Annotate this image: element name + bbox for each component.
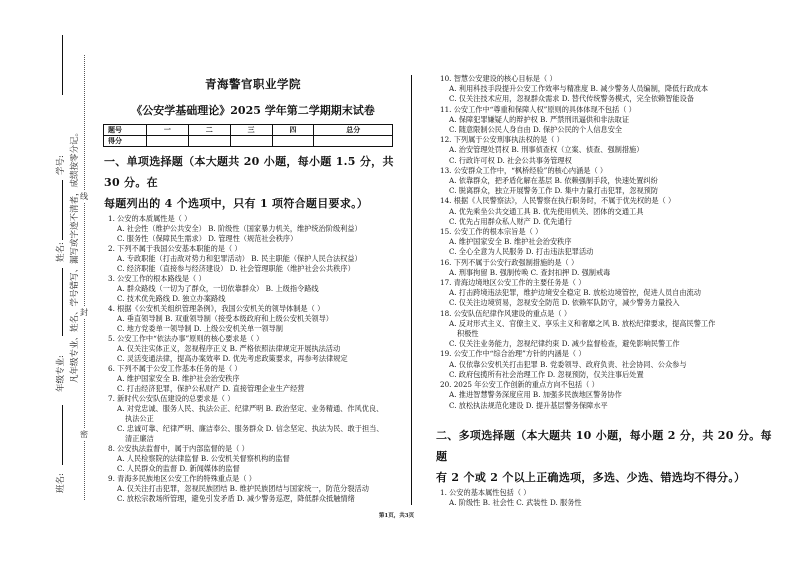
question-item (108, 334, 398, 364)
section2-heading (436, 425, 780, 488)
score-input-cell (147, 136, 189, 147)
question-item (440, 380, 780, 411)
question-options: C. 打击经济犯罪，保护公私财产 D. 直接管理企业生产经营 (117, 384, 305, 393)
score-input-cell (314, 136, 393, 147)
score-table-header-row (104, 125, 393, 136)
question-options: A. 维护国家安全 B. 维护社会治安秩序 (449, 237, 572, 247)
question-item (440, 488, 780, 508)
section2-question-list (440, 488, 780, 508)
question-options: A. 利用科技手段提升公安工作效率与精准度 B. 减少警务人员编制，降低行政成本 (449, 84, 709, 94)
binding-margin (0, 0, 95, 561)
margin-rule (62, 35, 63, 95)
question-stem: 12. 下列属于公安刑事执法权的是（ ） (440, 135, 564, 145)
question-item (440, 166, 780, 197)
question-options: C. 忠诚可靠、纪律严明、廉洁奉公、服务群众 D. 信念坚定、执法为民、敢于担当、 (117, 424, 384, 433)
section2-heading-line1: 二、多项选择题（本大题共 10 小题，每小题 2 分，共 20 分。每题 (436, 428, 772, 463)
question-item (108, 304, 398, 334)
question-item (108, 364, 398, 394)
question-stem: 16. 下列不属于公安行政强制措施的是（ ） (440, 257, 579, 267)
question-stem: 5. 公安工作中“依法办事”原则的核心要求是（ ） (108, 334, 264, 343)
question-options: C. 放松宗教场所管理，避免引发矛盾 D. 减少警务巡逻，降低群众抵触情绪 (117, 494, 355, 503)
question-options-continued: 执法公正 (125, 414, 154, 423)
score-cell: 一 (147, 125, 189, 136)
score-table-score-row (104, 136, 393, 147)
question-stem: 7. 新时代公安队伍建设的总要求是（ ） (108, 394, 235, 403)
question-item (440, 278, 780, 309)
school-name: 青海警官职业学院 (205, 77, 301, 91)
question-stem: 8. 公安执法监督中，属于内部监督的是（ ） (108, 444, 249, 453)
question-options: C. 放松执法规范化建设 D. 提升基层警务保障水平 (449, 400, 608, 410)
question-options: C. 优先占用群众私人财产 D. 优先通行 (449, 216, 572, 226)
question-options: A. 维护国家安全 B. 维护社会治安秩序 (117, 374, 240, 383)
question-stem: 2. 下列不属于我国公安基本职能的是（ ） (108, 244, 242, 253)
score-cell: 总分 (314, 125, 393, 136)
question-item (440, 74, 780, 105)
score-cell: 二 (188, 125, 230, 136)
question-stem: 3. 公安工作的根本路线是（ ） (108, 274, 206, 283)
question-stem: 1. 公安的本质属性是（ ） (108, 214, 192, 223)
question-options: A. 仅关注打击犯罪，忽视民族团结 B. 维护民族团结与国家统一，防范分裂活动 (117, 484, 369, 493)
question-options: C. 技术优先路线 D. 独立办案路线 (117, 294, 226, 303)
column-divider (411, 75, 412, 505)
question-options: A. 仅依靠公安机关打击犯罪 B. 党委领导、政府负责、社会协同、公众参与 (449, 359, 687, 369)
question-options: A. 反对形式主义、官僚主义、享乐主义和奢靡之风 B. 放松纪律要求，提高民警工作 (449, 318, 716, 328)
question-stem: 18. 公安队伍纪律作风建设的重点是（ ） (440, 308, 572, 318)
question-stem: 19. 公安工作中“综合治理”方针的内涵是（ ） (440, 349, 586, 359)
question-item (440, 309, 780, 350)
score-cell: 题号 (104, 125, 147, 136)
question-options: C. 人民群众的监督 D. 新闻媒体的监督 (117, 464, 240, 473)
section1-heading (104, 151, 398, 214)
grade-major-label: 年级专业: (56, 355, 66, 392)
question-item (108, 274, 398, 304)
score-cell: 得分 (104, 136, 147, 147)
question-options: A. 保障犯罪嫌疑人的辩护权 B. 严禁刑讯逼供和非法取证 (449, 114, 630, 124)
question-options: A. 社会性（维护公共安全） B. 阶级性（国家暴力机关，维护统治阶级利益） (117, 224, 362, 233)
page-footer: 第1页，共3页 (378, 513, 415, 519)
question-stem: 11. 公安工作中“尊重和保障人权”原则的具体体现不包括（ ） (440, 104, 636, 114)
exam-title: 《公安学基础理论》2025 学年第二学期期末试卷 (131, 104, 375, 117)
question-item (108, 244, 398, 274)
question-options: C. 随意限制公民人身自由 D. 保护公民的个人信息安全 (449, 125, 623, 135)
score-input-cell (230, 136, 272, 147)
name-label: 姓名: (56, 242, 66, 262)
question-stem: 1. 公安的基本属性包括（ ） (440, 487, 531, 497)
question-options-continued: 清正廉洁 (125, 434, 154, 443)
question-options: C. 仅关注业务能力，忽视纪律约束 D. 减少监督检查，避免影响民警工作 (449, 339, 680, 349)
question-options: C. 经济职能（直接参与经济建设） D. 社会管理职能（维护社会公共秩序） (117, 264, 355, 273)
student-id-label: 学号: (56, 155, 66, 175)
seal-char-mi: 密 (80, 430, 88, 439)
question-stem: 6. 下列不属于公安工作基本任务的是（ ） (108, 364, 242, 373)
question-options: A. 依靠群众，把矛盾化解在基层 B. 依赖强制手段，快速处置纠纷 (449, 176, 658, 186)
left-column (104, 72, 398, 504)
question-item (440, 196, 780, 227)
right-column (436, 74, 780, 508)
question-options: A. 仅关注实体正义，忽视程序正义 B. 严格依照法律规定开展执法活动 (117, 344, 341, 353)
score-cell: 三 (230, 125, 272, 136)
section1-question-list (108, 214, 398, 504)
score-input-cell (272, 136, 314, 147)
question-item (440, 349, 780, 380)
question-options: C. 仅关注边境贸易，忽视安全防范 D. 依赖军队防守，减少警务力量投入 (449, 298, 680, 308)
margin-rule (62, 268, 63, 336)
question-options: C. 地方党委单一领导制 D. 上级公安机关单一领导制 (117, 324, 283, 333)
question-options: A. 阶级性 B. 社会性 C. 武装性 D. 服务性 (449, 497, 582, 507)
section1-heading-line1: 一、单项选择题（本大题共 20 小题，每小题 1.5 分，共 30 分。在 (104, 155, 394, 189)
question-stem: 15. 公安工作的根本宗旨是（ ） (440, 227, 543, 237)
question-stem: 14. 根据《人民警察法》，人民警察在执行职务时，不属于优先权的是（ ） (440, 196, 676, 206)
score-input-cell (188, 136, 230, 147)
margin-rule (62, 180, 63, 240)
score-cell: 四 (272, 125, 314, 136)
question-options: C. 政府包揽所有社会治理工作 D. 忽视预防，仅关注事后处置 (449, 369, 644, 379)
question-options: A. 对党忠诚、服务人民、执法公正、纪律严明 B. 政治坚定、业务精通、作风优良、 (117, 404, 384, 413)
question-item (108, 474, 398, 504)
question-options: A. 刑事拘留 B. 强制传唤 C. 查封扣押 D. 强制戒毒 (449, 267, 611, 277)
question-item (440, 105, 780, 136)
question-stem: 13. 公安群众工作中，“枫桥经验”的核心内涵是（ ） (440, 165, 608, 175)
question-item (108, 214, 398, 244)
question-stem: 4. 根据《公安机关组织管理条例》，我国公安机关的领导体制是（ ） (108, 304, 325, 313)
class-name-label: 班名: (56, 473, 66, 493)
question-options: A. 优先乘坐公共交通工具 B. 优先使用机关、团体的交通工具 (449, 206, 644, 216)
binding-notice: 凡年级专业、姓名、学号错写、漏写或字迹不清者，成绩按零分记。 (70, 127, 80, 383)
question-options: A. 垂直领导制 B. 双重领导制（接受本级政府和上级公安机关领导） (117, 314, 333, 323)
question-options: A. 打击跨境违法犯罪，维护边境安全稳定 B. 放松边境管控，促进人员自由流动 (449, 288, 701, 298)
question-options: A. 群众路线（一切为了群众，一切依靠群众） B. 上级指令路线 (117, 284, 319, 293)
question-item (440, 258, 780, 278)
question-options: C. 全心全意为人民服务 D. 打击违法犯罪活动 (449, 247, 594, 257)
question-options-continued: 积极性 (457, 329, 479, 339)
question-item (108, 394, 398, 444)
question-options: A. 治安管理处罚权 B. 刑事侦查权（立案、侦查、强制措施） (449, 145, 644, 155)
question-stem: 10. 智慧公安建设的核心目标是（ ） (440, 74, 557, 83)
question-stem: 17. 青海边境地区公安工作的主要任务是（ ） (440, 278, 586, 288)
question-stem: 9. 青海多民族地区公安工作的特殊重点是（ ） (108, 474, 256, 483)
question-item (108, 444, 398, 474)
question-options: C. 脱离群众，独立开展警务工作 D. 集中力量打击犯罪，忽视预防 (449, 186, 659, 196)
question-options: A. 专政职能（打击敌对势力和犯罪活动） B. 民主职能（保护人民合法权益） (117, 254, 362, 263)
seal-char-xian: 线 (80, 192, 88, 201)
seal-char-feng: 封 (80, 308, 88, 317)
question-item (440, 135, 780, 166)
question-stem: 20. 2025 年公安工作创新的重点方向不包括（ ） (440, 380, 599, 390)
question-options: C. 行政许可权 D. 社会公共事务管理权 (449, 155, 572, 165)
question-options: C. 仅关注技术应用，忽视群众需求 D. 替代传统警务模式，完全依赖智能设备 (449, 94, 694, 104)
score-table (103, 124, 393, 147)
question-options: C. 服务性（保障民生需求） D. 管理性（规范社会秩序） (117, 234, 298, 243)
margin-rule (62, 405, 63, 465)
section1-question-list-continued (440, 74, 780, 411)
question-options: A. 人民检察院的法律监督 B. 公安机关督察机构的监督 (117, 454, 290, 463)
section2-heading-line2: 有 2 个或 2 个以上正确选项，多选、少选、错选均不得分。） (436, 470, 746, 484)
question-options: A. 推进智慧警务深度应用 B. 加强多民族地区警务协作 (449, 390, 622, 400)
section1-heading-line2: 每题列出的 4 个选项中，只有 1 项符合题目要求。） (104, 197, 369, 210)
question-item (440, 227, 780, 258)
question-options: C. 灵活变通法律，提高办案效率 D. 优先考虑政策要求，再参考法律规定 (117, 354, 348, 363)
